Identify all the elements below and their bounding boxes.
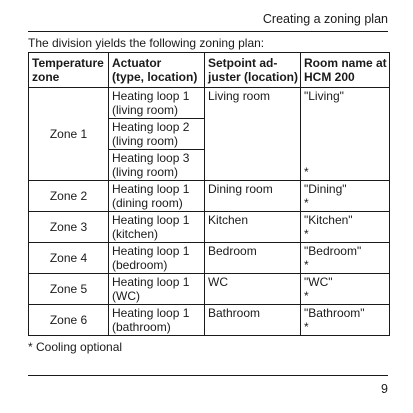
actuator-cell: Heating loop 1 (bathroom) <box>109 305 205 336</box>
column-header-setpoint-adjuster: Setpoint ad- juster (location) <box>205 53 301 88</box>
zone-cell: Zone 3 <box>29 212 109 243</box>
actuator-cell: Heating loop 1 (WC) <box>109 274 205 305</box>
footer-divider <box>28 375 388 376</box>
setpoint-cell: WC <box>205 274 301 305</box>
section-title: Creating a zoning plan <box>262 12 388 26</box>
zoning-plan-table <box>28 52 390 336</box>
table-row <box>29 181 390 212</box>
setpoint-cell: Kitchen <box>205 212 301 243</box>
cooling-footnote: * Cooling optional <box>28 340 123 354</box>
zone-cell: Zone 6 <box>29 305 109 336</box>
actuator-cell: Heating loop 1 (dining room) <box>109 181 205 212</box>
column-header-actuator: Actuator (type, location) <box>109 53 205 88</box>
table-header-row <box>29 53 390 88</box>
zone-cell: Zone 1 <box>29 88 109 181</box>
intro-text: The division yields the following zoning plan: <box>28 36 265 50</box>
column-header-room-name: Room name at HCM 200 <box>301 53 390 88</box>
table-row <box>29 88 390 119</box>
actuator-cell: Heating loop 1 (bedroom) <box>109 243 205 274</box>
room-name-cell: "Living" <box>301 88 390 150</box>
actuator-cell: Heating loop 2 (living room) <box>109 119 205 150</box>
room-name-cell: "Kitchen" * <box>301 212 390 243</box>
table-row <box>29 212 390 243</box>
page-number: 9 <box>381 382 388 396</box>
setpoint-cell: Living room <box>205 88 301 181</box>
zone-cell: Zone 2 <box>29 181 109 212</box>
room-name-cell: "WC" * <box>301 274 390 305</box>
actuator-cell: Heating loop 1 (living room) <box>109 88 205 119</box>
room-name-cell: "Bathroom" * <box>301 305 390 336</box>
header-divider <box>28 31 388 32</box>
column-header-temperature-zone: Temperature zone <box>29 53 109 88</box>
actuator-cell: Heating loop 1 (kitchen) <box>109 212 205 243</box>
room-name-cell: "Dining" * <box>301 181 390 212</box>
room-name-cell: "Bedroom" * <box>301 243 390 274</box>
setpoint-cell: Dining room <box>205 181 301 212</box>
table-row <box>29 305 390 336</box>
setpoint-cell: Bathroom <box>205 305 301 336</box>
setpoint-cell: Bedroom <box>205 243 301 274</box>
table-row <box>29 243 390 274</box>
cooling-mark-cell: * <box>301 150 390 181</box>
zone-cell: Zone 5 <box>29 274 109 305</box>
actuator-cell: Heating loop 3 (living room) <box>109 150 205 181</box>
zone-cell: Zone 4 <box>29 243 109 274</box>
table-row <box>29 274 390 305</box>
